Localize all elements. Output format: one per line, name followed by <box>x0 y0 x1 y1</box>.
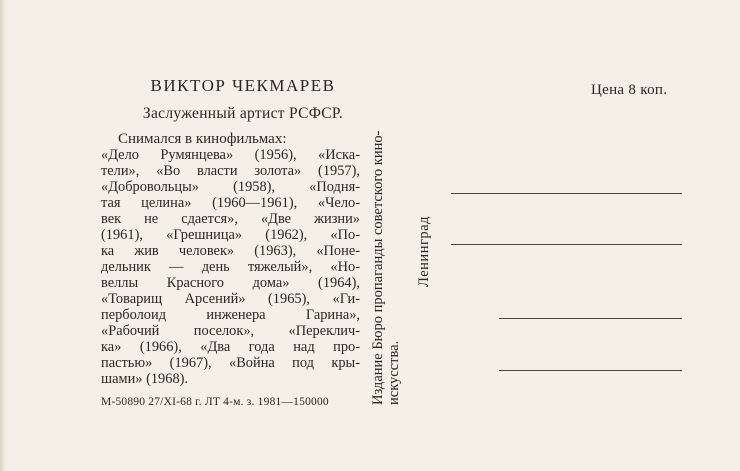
price-label: Цена 8 коп. <box>591 82 668 98</box>
publisher-city: Ленинград <box>416 216 432 287</box>
filmography-line: веллы Красного дома» (1964), <box>101 275 360 291</box>
filmography-line: тая целина» (1960—1961), «Чело- <box>101 195 360 211</box>
address-line <box>499 318 682 319</box>
publisher-imprint <box>370 131 402 405</box>
filmography-line: пастью» (1967), «Война под кры- <box>101 355 360 371</box>
filmography-line: «Рабочий поселок», «Переклич- <box>101 323 360 339</box>
filmography-text <box>101 147 360 387</box>
publisher-line: Издание Бюро пропаганды советского кино- <box>370 130 386 405</box>
filmography-line: «Дело Румянцева» (1956), «Иска- <box>101 147 360 163</box>
filmography-line: шами» (1968). <box>101 371 189 387</box>
address-line <box>451 193 682 194</box>
filmography-line: дельник — день тяжелый», «Но- <box>101 259 360 275</box>
films-heading: Снимался в кинофильмах: <box>118 131 287 147</box>
address-line <box>499 370 682 371</box>
filmography-line: перболоид инженера Гарина», <box>101 307 360 323</box>
filmography-line: тели», «Во власти золота» (1957), <box>101 163 360 179</box>
filmography-line: век не сдается», «Две жизни» <box>101 211 360 227</box>
print-code: М-50890 27/XI-68 г. ЛТ 4-м. з. 1981—150000 <box>101 396 329 408</box>
filmography-line: ка» (1966), «Два года над про- <box>101 339 360 355</box>
actor-name: ВИКТОР ЧЕКМАРЕВ <box>150 76 336 95</box>
filmography-line: (1961), «Грешница» (1962), «По- <box>101 227 360 243</box>
publisher-line: искусства. <box>386 340 402 405</box>
filmography-line: «Добровольцы» (1958), «Подня- <box>101 179 360 195</box>
filmography-line: ка жив человек» (1963), «Поне- <box>101 243 360 259</box>
filmography-line: «Товарищ Арсений» (1965), «Ги- <box>101 291 360 307</box>
actor-title: Заслуженный артист РСФСР. <box>142 105 344 122</box>
address-line <box>451 244 682 245</box>
